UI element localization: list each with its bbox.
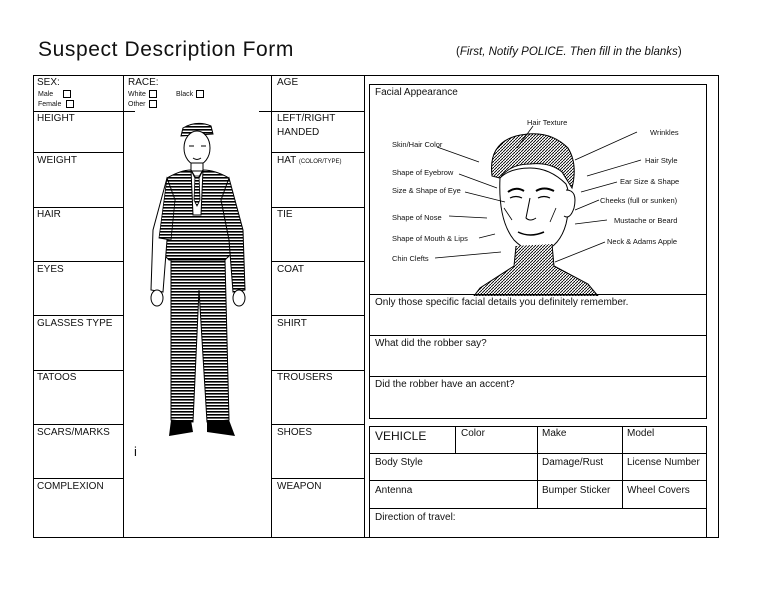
bumper-sticker-field[interactable]: Bumper Sticker: [542, 485, 611, 496]
white-checkbox[interactable]: [149, 90, 157, 98]
rule: [271, 207, 365, 208]
trousers-label: TROUSERS: [277, 372, 333, 383]
body-style-field[interactable]: Body Style: [375, 457, 423, 468]
rule: [271, 152, 365, 153]
rule: [123, 111, 135, 112]
tie-label: TIE: [277, 209, 293, 220]
rule: [369, 453, 707, 454]
other-checkbox[interactable]: [149, 100, 157, 108]
female-label: Female: [38, 101, 62, 108]
antenna-field[interactable]: Antenna: [375, 485, 413, 496]
other-label: Other: [128, 101, 146, 108]
age-label: AGE: [277, 77, 299, 88]
direction-of-travel-field[interactable]: Direction of travel:: [375, 512, 456, 523]
label-hair-texture: Hair Texture: [527, 118, 568, 127]
rule: [369, 335, 707, 336]
race-label: RACE:: [128, 77, 159, 88]
hat-subtext: (COLOR/TYPE): [298, 159, 342, 165]
sex-label: SEX:: [37, 77, 60, 88]
white-label: White: [128, 91, 146, 98]
note-italic: First, Notify POLICE.: [459, 46, 567, 58]
divider-v1: [123, 75, 124, 538]
page-title: Suspect Description Form: [38, 38, 294, 61]
tatoos-label: TATOOS: [37, 372, 77, 383]
rule: [455, 426, 456, 454]
rule: [33, 261, 124, 262]
rule: [33, 370, 124, 371]
scars-label: SCARS/MARKS: [37, 427, 110, 438]
male-checkbox[interactable]: [63, 90, 71, 98]
black-checkbox[interactable]: [196, 90, 204, 98]
rule: [537, 426, 538, 509]
vehicle-make-field[interactable]: Make: [542, 428, 567, 439]
rule: [33, 152, 124, 153]
rule: [33, 478, 124, 479]
male-option[interactable]: [38, 90, 71, 99]
accent-field[interactable]: Did the robber have an accent?: [375, 379, 515, 390]
label-shape-eyebrow: Shape of Eyebrow: [392, 168, 454, 177]
hair-label: HAIR: [37, 209, 61, 220]
label-size-eye: Size & Shape of Eye: [392, 186, 461, 195]
rule: [33, 111, 124, 112]
label-skin-hair-color: Skin/Hair Color: [392, 140, 443, 149]
label-cheeks: Cheeks (full or sunken): [600, 196, 678, 205]
rule: [33, 315, 124, 316]
black-label: Black: [176, 91, 194, 98]
rule: [369, 480, 707, 481]
divider-v2: [271, 75, 272, 538]
rule: [271, 424, 365, 425]
vehicle-label: VEHICLE: [375, 429, 427, 443]
divider-v3: [364, 75, 365, 538]
note-paren-open: (: [456, 46, 460, 58]
weapon-label: WEAPON: [277, 481, 322, 492]
note-paren-close: ): [677, 46, 682, 58]
rule: [33, 207, 124, 208]
rule: [622, 426, 623, 509]
label-mustache: Mustache or Beard: [614, 216, 678, 225]
coat-label: COAT: [277, 264, 305, 275]
damage-rust-field[interactable]: Damage/Rust: [542, 457, 604, 468]
wheel-covers-field[interactable]: Wheel Covers: [627, 485, 690, 496]
stray-mark: i: [134, 444, 137, 459]
label-hair-style: Hair Style: [645, 156, 678, 165]
handed-label-1: LEFT/RIGHT: [277, 113, 336, 124]
label-neck: Neck & Adams Apple: [607, 237, 678, 246]
hat-text: HAT: [277, 155, 297, 166]
glasses-label: GLASSES TYPE: [37, 318, 113, 329]
rule: [271, 261, 365, 262]
shoes-label: SHOES: [277, 427, 313, 438]
label-shape-nose: Shape of Nose: [392, 213, 442, 222]
label-chin-clefts: Chin Clefts: [392, 254, 429, 263]
label-ear-size: Ear Size & Shape: [620, 177, 680, 186]
other-option[interactable]: [128, 100, 157, 109]
vehicle-color-field[interactable]: Color: [461, 428, 485, 439]
white-option[interactable]: [128, 90, 157, 99]
robber-say-field[interactable]: What did the robber say?: [375, 338, 487, 349]
specific-details-field[interactable]: Only those specific facial details you definitely remember.: [375, 297, 629, 308]
note-rest: Then fill in the blanks: [569, 46, 678, 58]
instruction-note: [456, 46, 682, 58]
rule: [369, 376, 707, 377]
female-option[interactable]: [38, 100, 74, 109]
complexion-label: COMPLEXION: [37, 481, 104, 492]
suspect-figure-illustration: [145, 120, 249, 446]
handed-label-2: HANDED: [277, 127, 320, 138]
rule: [271, 111, 365, 112]
weight-label: WEIGHT: [37, 155, 77, 166]
rule: [271, 370, 365, 371]
label-wrinkles: Wrinkles: [650, 128, 679, 137]
vehicle-model-field[interactable]: Model: [627, 428, 655, 439]
female-checkbox[interactable]: [66, 100, 74, 108]
license-number-field[interactable]: License Number: [627, 457, 700, 468]
rule: [369, 294, 707, 295]
rule: [369, 508, 707, 509]
eyes-label: EYES: [37, 264, 64, 275]
male-label: Male: [38, 91, 54, 98]
black-option[interactable]: [176, 90, 204, 99]
facial-heading: Facial Appearance: [375, 87, 458, 98]
rule: [33, 424, 124, 425]
label-mouth-lips: Shape of Mouth & Lips: [392, 234, 468, 243]
rule: [271, 315, 365, 316]
height-label: HEIGHT: [37, 113, 75, 124]
rule: [271, 478, 365, 479]
hat-label: [277, 155, 342, 168]
shirt-label: SHIRT: [277, 318, 307, 329]
